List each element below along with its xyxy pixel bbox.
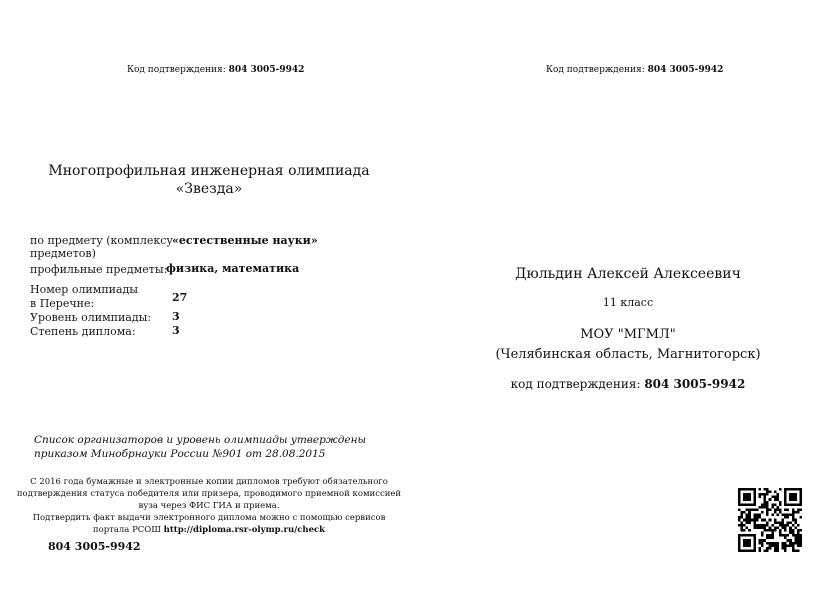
left-confirmation-header bbox=[127, 65, 304, 75]
info-line4: Подтвердить факт выдачи электронного диплома можно с помощью сервисов bbox=[32, 513, 386, 523]
diploma-check-link[interactable]: http://diploma.rsr-olymp.ru/check bbox=[163, 525, 326, 535]
code-line bbox=[419, 377, 837, 391]
profile-label: профильные предметы: bbox=[30, 263, 168, 276]
number-value: 27 bbox=[172, 291, 188, 304]
info-line2: подтверждения статуса победителя или призера, проводимого приемной комиссией bbox=[16, 489, 402, 499]
code-label: код подтверждения: bbox=[510, 377, 641, 391]
degree-value: 3 bbox=[172, 324, 180, 337]
subject-value: «естественные науки» bbox=[172, 234, 318, 247]
grade: 11 класс bbox=[602, 296, 654, 309]
info-line5 bbox=[0, 525, 418, 535]
olympiad-title-line2: «Звезда» bbox=[175, 181, 243, 197]
info-line1: С 2016 года бумажные и электронные копии дипломов требуют обязательного bbox=[30, 477, 388, 487]
info-line5-prefix: портала РСОШ bbox=[92, 525, 161, 535]
number-label-line2: в Перечне: bbox=[30, 297, 95, 310]
student-name: Дюльдин Алексей Алексеевич bbox=[515, 266, 741, 282]
profile-value: физика, математика bbox=[166, 262, 300, 275]
olympiad-title-line1: Многопрофильная инженерная олимпиада bbox=[48, 163, 370, 179]
right-confirmation-header bbox=[546, 65, 723, 75]
bottom-code: 804 3005-9942 bbox=[48, 540, 141, 553]
school: МОУ "МГМЛ" bbox=[580, 327, 676, 342]
qr-code-icon bbox=[738, 488, 802, 552]
code-value: 804 3005-9942 bbox=[644, 377, 746, 391]
degree-label: Степень диплома: bbox=[30, 325, 136, 338]
number-label-line1: Номер олимпиады bbox=[30, 283, 139, 296]
list-note-line2: приказом Минобрнауки России №901 от 28.08.2015 bbox=[34, 448, 326, 460]
subject-label-line2: предметов) bbox=[30, 247, 96, 260]
confirmation-label: Код подтверждения: bbox=[127, 65, 226, 75]
confirmation-code: 804 3005-9942 bbox=[228, 65, 305, 75]
confirmation-code: 804 3005-9942 bbox=[647, 65, 724, 75]
list-note-line1: Список организаторов и уровень олимпиады утверждены bbox=[34, 434, 367, 446]
location: (Челябинская область, Магнитогорск) bbox=[495, 347, 761, 362]
info-line3: вуза через ФИС ГИА и приема. bbox=[138, 501, 280, 511]
level-label: Уровень олимпиады: bbox=[30, 311, 152, 324]
level-value: 3 bbox=[172, 310, 180, 323]
confirmation-label: Код подтверждения: bbox=[546, 65, 645, 75]
subject-label-line1: по предмету (комплексу bbox=[30, 234, 173, 247]
